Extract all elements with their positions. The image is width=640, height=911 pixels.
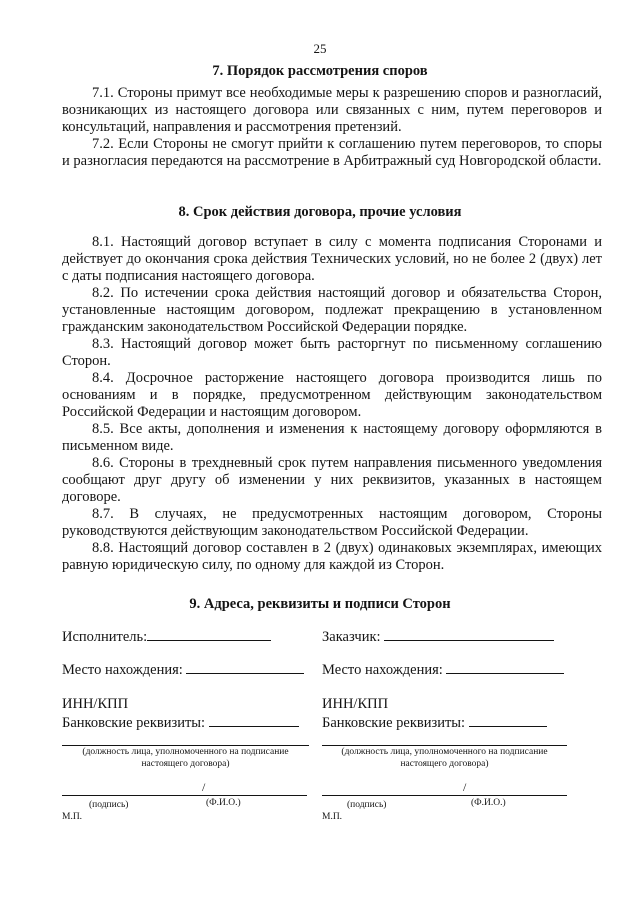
customer-location-label: Место нахождения: bbox=[322, 662, 443, 678]
customer-bank-row bbox=[322, 714, 547, 732]
executor-fio-caption: (Ф.И.О.) bbox=[206, 798, 241, 808]
customer-label: Заказчик: bbox=[322, 629, 381, 645]
customer-bank-label: Банковские реквизиты: bbox=[322, 715, 466, 731]
executor-bank-row bbox=[62, 714, 299, 732]
customer-location-field[interactable] bbox=[446, 661, 564, 674]
section-9-title: 9. Адреса, реквизиты и подписи Сторон bbox=[189, 596, 451, 612]
customer-position-caption: (должность лица, уполномоченного на подписание настоящего договора) bbox=[341, 747, 548, 769]
executor-inn-label: ИНН/КПП bbox=[62, 696, 129, 712]
customer-slash: / bbox=[463, 780, 467, 794]
executor-location-field[interactable] bbox=[186, 661, 304, 674]
section-8-title: 8. Срок действия договора, прочие условия bbox=[178, 204, 462, 220]
paragraph-8-8: 8.8. Настоящий договор составлен в 2 (двух) одинаковых экземплярах, имеющих равную юридическую силу, по одному для каждой из Сторон. bbox=[62, 540, 602, 573]
executor-name-field[interactable] bbox=[147, 628, 271, 641]
paragraph-8-7: 8.7. В случаях, не предусмотренных настоящим договором, Стороны руководствуются действующим законодательством Российской Федерации. bbox=[62, 506, 602, 539]
customer-row bbox=[322, 628, 554, 646]
paragraph-8-2: 8.2. По истечении срока действия настоящий договор и обязательства Сторон, установленные настоящим договором, подлежат прекращению в установленном гражданским законодательством Российской Федерации порядке. bbox=[62, 285, 602, 335]
paragraph-8-1: 8.1. Настоящий договор вступает в силу с момента подписания Сторонами и действует до окончания срока действия Технических условий, но не более 2 (двух) лет с даты подписания настоящего договора. bbox=[62, 234, 602, 284]
customer-signature-caption: (подпись) bbox=[347, 800, 387, 810]
paragraph-8-3: 8.3. Настоящий договор может быть расторгнут по письменному соглашению Сторон. bbox=[62, 336, 602, 369]
customer-signature-line[interactable] bbox=[322, 795, 567, 796]
executor-bank-label: Банковские реквизиты: bbox=[62, 715, 206, 731]
paragraph-8-5: 8.5. Все акты, дополнения и изменения к настоящему договору оформляются в письменном виде. bbox=[62, 421, 602, 454]
executor-slash: / bbox=[202, 780, 206, 794]
customer-location-row bbox=[322, 661, 564, 679]
customer-fio-caption: (Ф.И.О.) bbox=[471, 798, 506, 808]
executor-row bbox=[62, 628, 271, 646]
paragraph-8-4: 8.4. Досрочное расторжение настоящего договора производится лишь по основаниям и в порядке, предусмотренном действующим законодательством Российской Федерации и настоящим договором. bbox=[62, 370, 602, 420]
paragraph-7-1: 7.1. Стороны примут все необходимые меры к разрешению споров и разногласий, возникающих из настоящего договора или связанных с ним, путем переговоров и консультаций, направления и рассмотрения претензий. bbox=[62, 85, 602, 135]
executor-block bbox=[62, 0, 312, 911]
paragraph-8-6: 8.6. Стороны в трехдневный срок путем направления письменного уведомления сообщают друг другу об изменении у них реквизитов, указанных в настоящем договоре. bbox=[62, 455, 602, 505]
executor-position-caption: (должность лица, уполномоченного на подписание настоящего договора) bbox=[82, 747, 289, 769]
executor-signature-line[interactable] bbox=[62, 795, 307, 796]
executor-signature-caption: (подпись) bbox=[89, 800, 129, 810]
customer-seal: М.П. bbox=[322, 812, 343, 822]
customer-bank-field[interactable] bbox=[469, 714, 547, 727]
executor-bank-field[interactable] bbox=[209, 714, 299, 727]
customer-inn-label: ИНН/КПП bbox=[322, 696, 389, 712]
executor-location-row bbox=[62, 661, 304, 679]
section-7-title: 7. Порядок рассмотрения споров bbox=[212, 63, 428, 79]
executor-seal: М.П. bbox=[62, 812, 83, 822]
page-number: 25 bbox=[313, 41, 327, 56]
executor-label: Исполнитель: bbox=[62, 629, 148, 645]
paragraph-7-2: 7.2. Если Стороны не смогут прийти к соглашению путем переговоров, то споры и разногласия передаются на рассмотрение в Арбитражный суд Новгородской области. bbox=[62, 136, 602, 169]
executor-location-label: Место нахождения: bbox=[62, 662, 183, 678]
customer-name-field[interactable] bbox=[384, 628, 554, 641]
customer-block bbox=[322, 0, 582, 911]
